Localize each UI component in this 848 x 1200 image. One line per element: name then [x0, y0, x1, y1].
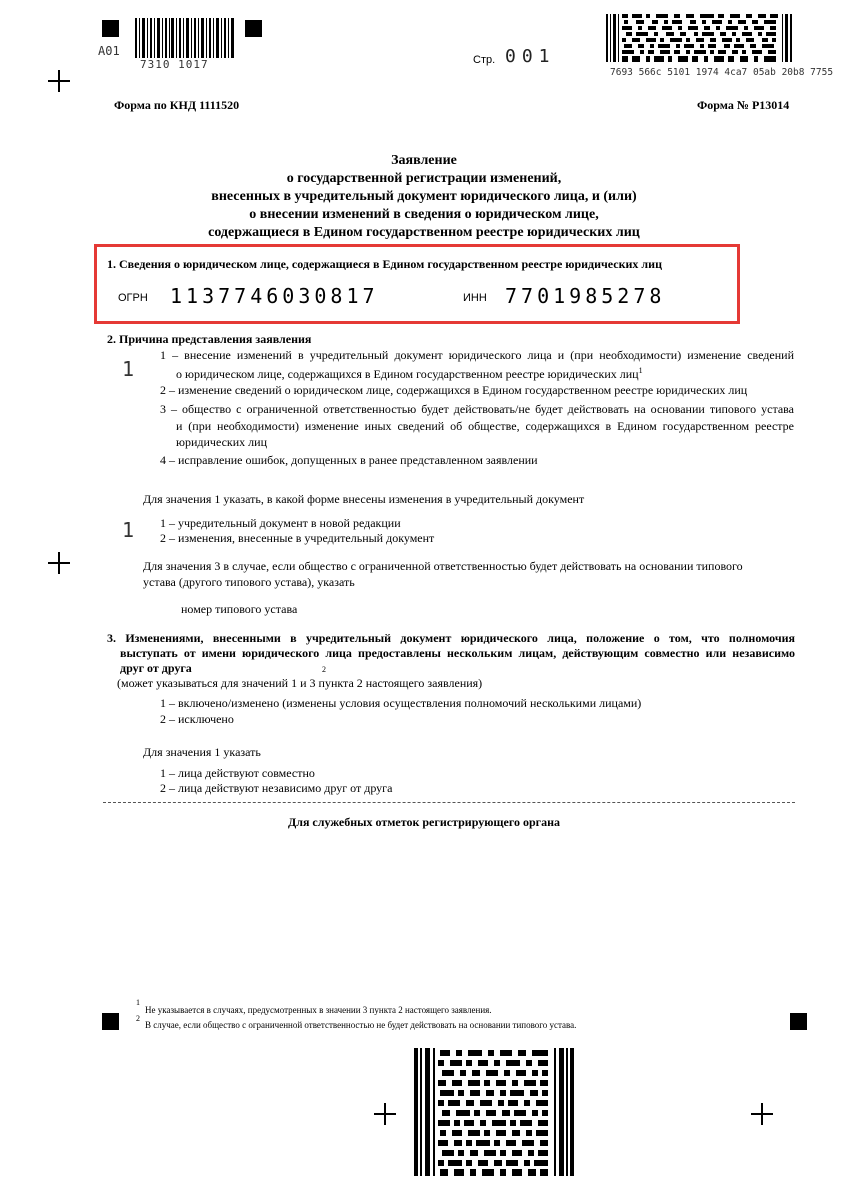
page-number: 001 — [505, 46, 556, 67]
form-of-changes-option-1: 1 – учредительный документ в новой редакции — [160, 516, 401, 530]
section1-heading: 1. Сведения о юридическом лице, содержащиеся в Едином государственном реестре юридических лиц — [107, 257, 662, 271]
inn-value[interactable]: 7701985278 — [505, 284, 666, 308]
powers-sub-option-1: 1 – лица действуют совместно — [160, 766, 315, 780]
section3-heading-line3: друг от друга — [120, 661, 192, 675]
document-title-line3: внесенных в учредительный документ юридического лица, и (или) — [211, 189, 637, 204]
reason-selected-value[interactable]: 1 — [122, 357, 135, 381]
form-number: Форма № Р13014 — [697, 98, 790, 112]
powers-sub-option-2: 2 – лица действуют независимо друг от друга — [160, 781, 393, 795]
barcode-top-left-number: 7310 1017 — [140, 58, 209, 71]
service-marks-heading: Для служебных отметок регистрирующего органа — [287, 815, 561, 829]
reason-option-3-line1: 3 – общество с ограниченной ответственностью будет действовать/не будет действовать на основании типового устава — [160, 402, 794, 416]
reason-option-4: 4 – исправление ошибок, допущенных в ранее представленном заявлении — [160, 453, 538, 467]
ogrn-label: ОГРН — [118, 292, 148, 304]
form-of-changes-prompt: Для значения 1 указать, в какой форме внесены изменения в учредительный документ — [143, 492, 585, 506]
reason-option-3-line2: и (при необходимости) изменение иных сведений об обществе, содержащихся в Едином государственном реестре — [176, 419, 794, 433]
barcode-bottom — [414, 1048, 574, 1176]
barcode-top-right-number: 7693 566c 5101 1974 4ca7 05ab 20b8 7755 — [610, 67, 834, 78]
form-of-changes-option-2: 2 – изменения, внесенные в учредительный документ — [160, 531, 435, 545]
model-charter-number-field[interactable] — [300, 598, 360, 616]
inn-label: ИНН — [463, 292, 487, 304]
reason-option-1-line1: 1 – внесение изменений в учредительный документ юридического лица и (при необходимости) изменение сведений — [160, 348, 794, 362]
dashed-divider — [103, 802, 795, 803]
corner-marker-top-mid — [245, 20, 262, 37]
footnote-2-mark: 2 — [136, 1014, 140, 1023]
reason-option-3-line3: юридических лиц — [176, 435, 267, 449]
footnote-1-mark: 1 — [136, 998, 140, 1007]
form-knd: Форма по КНД 1111520 — [114, 98, 240, 112]
registration-cross-top-left — [48, 70, 70, 92]
barcode-top-right — [606, 14, 794, 62]
powers-sub-prompt: Для значения 1 указать — [143, 745, 261, 759]
section3-note: (может указываться для значений 1 и 3 пункта 2 настоящего заявления) — [117, 676, 483, 690]
corner-marker-top-left — [102, 20, 119, 37]
document-title-line2: о государственной регистрации изменений, — [286, 171, 562, 186]
document-title-line5: содержащиеся в Едином государственном реестре юридических лиц — [208, 225, 640, 240]
ogrn-value[interactable]: 1137746030817 — [170, 284, 379, 308]
barcode-top-left — [135, 18, 235, 58]
model-charter-number-label: номер типового устава — [181, 602, 298, 616]
document-title-line4: о внесении изменений в сведения о юридическом лице, — [249, 207, 599, 222]
powers-option-2: 2 – исключено — [160, 712, 234, 726]
section3-heading-line1: 3. Изменениями, внесенными в учредительный документ юридического лица, положение о том, что полномочия — [107, 631, 795, 645]
footnote-2-text: В случае, если общество с ограниченной ответственностью не будет действовать на основании типового устава. — [145, 1020, 577, 1030]
registration-cross-mid-left — [48, 552, 70, 574]
powers-option-1: 1 – включено/изменено (изменены условия осуществления полномочий несколькими лицами) — [160, 696, 642, 710]
barcode-top-left-code: A01 — [98, 44, 120, 58]
document-title: Заявление — [391, 153, 457, 168]
footnote-ref-1: 1 — [638, 366, 643, 375]
section3-heading-line2: выступать от имени юридического лица предоставлены нескольким лицам, действующим совместно или независимо — [120, 646, 795, 660]
page-label: Стр. — [473, 54, 496, 66]
model-charter-prompt-line2: устава (другого типового устава), указать — [143, 575, 355, 589]
reason-option-1-line2: о юридическом лице, содержащихся в Едином государственном реестре юридических лиц$^1$ — [176, 366, 643, 381]
reason-option-2: 2 – изменение сведений о юридическом лице, содержащихся в Едином государственном реестре юридических лиц — [160, 383, 748, 397]
footnote-1-text: Не указывается в случаях, предусмотренных в значении 3 пункта 2 настоящего заявления. — [145, 1005, 492, 1015]
registration-cross-bottom-right — [751, 1103, 773, 1125]
section2-heading: 2. Причина представления заявления — [107, 332, 312, 346]
footnote-ref-2: 2 — [322, 665, 326, 674]
model-charter-prompt-line1: Для значения 3 в случае, если общество с ограниченной ответственностью будет действовать на основании типового — [143, 559, 743, 573]
registration-cross-bottom-left — [374, 1103, 396, 1125]
corner-marker-bottom-right — [790, 1013, 807, 1030]
corner-marker-bottom-left — [102, 1013, 119, 1030]
form-of-changes-selected[interactable]: 1 — [122, 518, 135, 542]
